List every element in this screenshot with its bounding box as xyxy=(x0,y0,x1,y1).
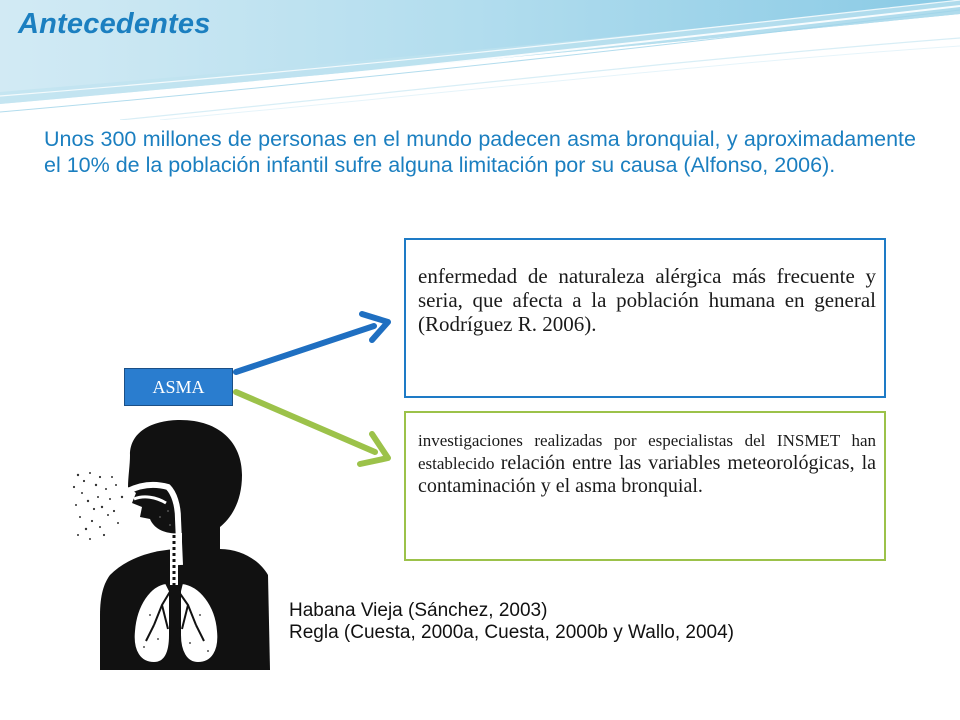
box2-text-small: investigaciones realizadas por especialistas del INSMET han establecido xyxy=(418,431,876,473)
research-findings-box xyxy=(404,411,886,561)
allergic-disease-box xyxy=(404,238,886,398)
blue-arrow xyxy=(236,314,388,372)
references xyxy=(289,600,734,644)
asma-label-box xyxy=(124,368,233,406)
respiratory-system-silhouette-icon xyxy=(70,415,270,670)
reference-line: Habana Vieja (Sánchez, 2003) xyxy=(289,600,548,621)
box1-text: enfermedad de naturaleza alérgica más frecuente y seria, que afecta a la población humana en general (Rodríguez R. 2006). xyxy=(418,264,876,336)
slide-title: Antecedentes xyxy=(18,8,211,40)
box2-text-large: relación entre las variables meteorológicas, la contaminación y el asma bronquial. xyxy=(418,452,877,497)
reference-line: Regla (Cuesta, 2000a, Cuesta, 2000b y Wallo, 2004) xyxy=(289,622,735,643)
asma-label: ASMA xyxy=(152,376,205,397)
intro-paragraph: Unos 300 millones de personas en el mundo padecen asma bronquial, y aproximadamente el 10% de la población infantil sufre alguna limitación por su causa (Alfonso, 2006). xyxy=(44,127,916,177)
